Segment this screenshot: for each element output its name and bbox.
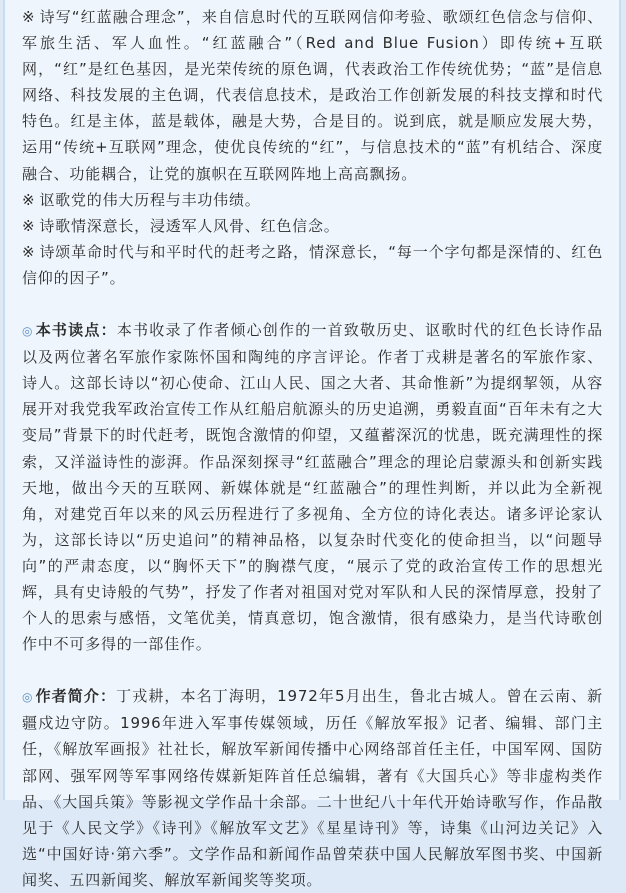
highlights-text: 本书收录了作者倾心创作的一首致敬历史、讴歌时代的红色长诗作品以及两位著名军旅作家陈怀国和陶纯的序言评论。作者丁戎耕是著名的军旅作家、诗人。这部长诗以“初心使命、江山人民、国之大者、其命惟新”为提纲挈领，从容展开对我党我军政治宣传工作从红船启航源头的历史追溯，勇毅直面“百年未有之大变局”背景下的时代赶考，既饱含激情的仰望，又蕴蓄深沉的忧患，既充满理性的探索，又洋溢诗性的澎湃。作品深刻探寻“红蓝融合”理念的理论启蒙源头和创新实践天地，做出今天的互联网、新媒体就是“红蓝融合”的理性判断，并以此为全新视角，对建党百年以来的风云历程进行了多视角、全方位的诗化表达。诸多评论家认为，这部长诗以“历史追问”的精神品格，以复杂时代变化的使命担当，以“问题导向”的严肃态度，以“胸怀天下”的胸襟气度，“展示了党的政治宣传工作的思想光辉，具有史诗般的气势”，抒发了作者对祖国对党对军队和人民的深情厚意，投射了个人的思索与感悟，文笔优美，情真意切，饱含激情，很有感染力，是当代诗歌创作中不可多得的一部佳作。 — [22, 321, 603, 654]
section-marker-icon: ◎ — [22, 324, 34, 339]
author-text: 丁戎耕，本名丁海明，1972年5月出生，鲁北古城人。曾在云南、新疆戍边守防。1996年进入军事传媒领域，历任《解放军报》记者、编辑、部门主任，《解放军画报》社社长，解放军新闻传播中心网络部首任主任，中国军网、国防部网、强军网等军事网络传媒新矩阵首任总编辑，著有《大国兵心》等非虚构类作品、《大国兵策》等影视文学作品十余部。二十世纪八十年代开始诗歌写作，作品散见于《人民文学》《诗刊》《解放军文艺》《星星诗刊》等，诗集《山河边关记》入选“中国好诗·第六季”。文学作品和新闻作品曾荣获中国人民解放军图书奖、中国新闻奖、五四新闻奖、解放军新闻奖等奖项。 — [22, 687, 603, 889]
bullet-item — [22, 213, 603, 239]
book-description-page — [3, 0, 621, 889]
spacer — [22, 291, 603, 317]
bullet-text: 诗歌情深意长，浸透军人风骨、红色信念。 — [39, 216, 340, 235]
section-marker-icon: ◎ — [22, 690, 34, 705]
highlights-heading: 本书读点： — [35, 321, 117, 340]
bullet-text: 诗颂革命时代与和平时代的赶考之路，情深意长，“每一个字句都是深情的、红色信仰的因子”。 — [22, 242, 604, 287]
bullet-item — [22, 239, 603, 291]
bullet-text: 讴歌党的伟大历程与丰功伟绩。 — [39, 190, 261, 209]
author-section — [22, 683, 603, 893]
author-heading: 作者简介： — [35, 687, 117, 706]
bullet-item — [22, 187, 603, 213]
bullet-text: 诗写“红蓝融合理念”，来自信息时代的互联网信仰考验、歌颂红色信念与信仰、军旅生活、军人血性。“红蓝融合”（Red and Blue Fusion）即传统+互联网，“红”是红色基因，是光荣传统的原色调，代表政治工作传统优势；“蓝”是信息网络、科技发展的主色调，代表信息技术，是政治工作创新发展的科技支撑和时代特色。红是主体，蓝是载体，融是大势，合是目的。说到底，就是顺应发展大势，运用“传统+互联网”理念，使优良传统的“红”，与信息技术的“蓝”有机结合、深度融合、功能耦合，让党的旗帜在互联网阵地上高高飘扬。 — [22, 8, 603, 183]
bullet-symbol: ※ — [22, 190, 36, 209]
bullet-symbol: ※ — [22, 8, 36, 26]
spacer — [22, 657, 603, 683]
bullet-symbol: ※ — [22, 216, 36, 235]
highlights-section — [22, 317, 603, 657]
bullet-symbol: ※ — [22, 242, 36, 261]
bullet-item — [22, 4, 603, 187]
